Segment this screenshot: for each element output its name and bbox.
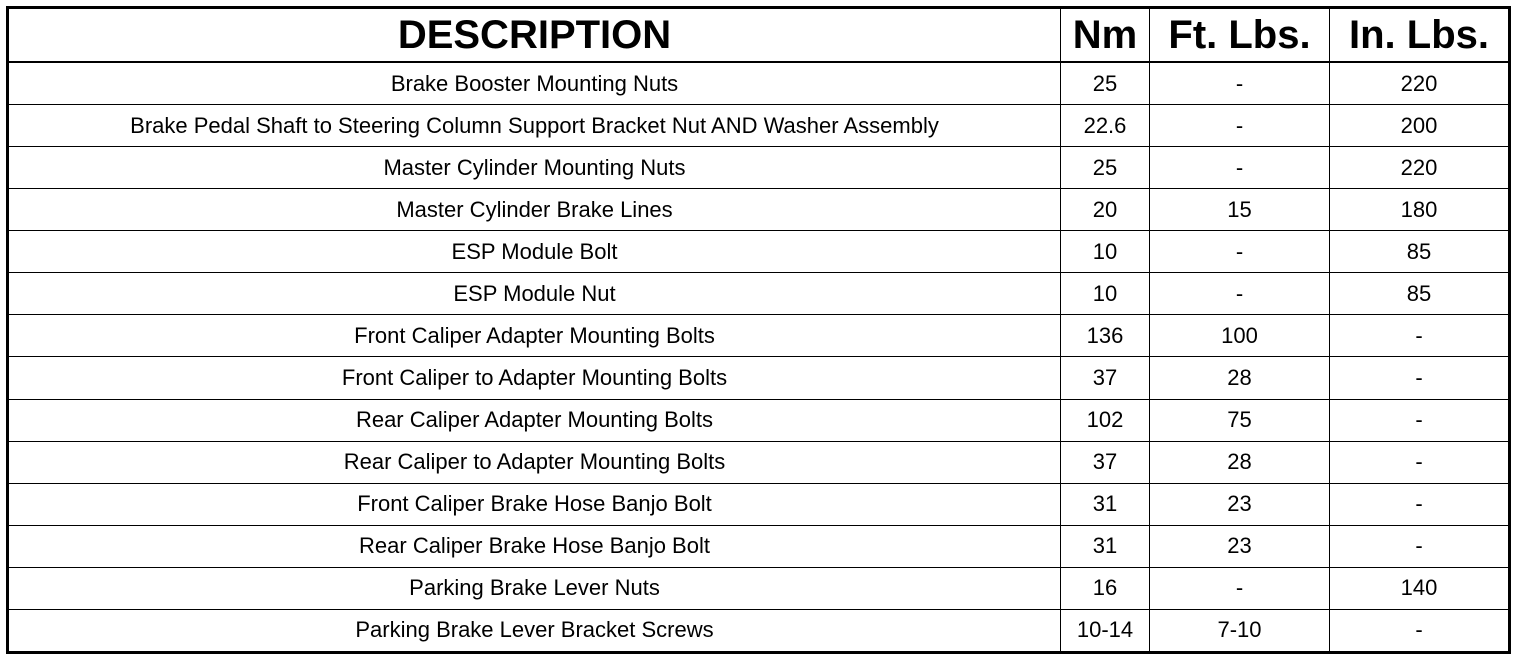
table-row [8,231,1510,273]
cell-ft-lbs: 15 [1150,189,1330,231]
cell-nm: 25 [1061,62,1150,105]
table-row [8,273,1510,315]
cell-description: Brake Pedal Shaft to Steering Column Support Bracket Nut AND Washer Assembly [8,105,1061,147]
table-row [8,189,1510,231]
cell-in-lbs: 140 [1330,567,1510,609]
cell-description: Front Caliper Adapter Mounting Bolts [8,315,1061,357]
cell-in-lbs: 220 [1330,147,1510,189]
cell-description: Front Caliper to Adapter Mounting Bolts [8,357,1061,399]
table-row [8,525,1510,567]
cell-nm: 31 [1061,483,1150,525]
cell-description: Rear Caliper to Adapter Mounting Bolts [8,441,1061,483]
cell-in-lbs: - [1330,315,1510,357]
cell-nm: 37 [1061,441,1150,483]
cell-ft-lbs: - [1150,105,1330,147]
torque-specifications-table [6,6,1511,654]
cell-nm: 10 [1061,231,1150,273]
table-row [8,441,1510,483]
cell-ft-lbs: - [1150,273,1330,315]
cell-description: Front Caliper Brake Hose Banjo Bolt [8,483,1061,525]
cell-description: ESP Module Bolt [8,231,1061,273]
cell-nm: 25 [1061,147,1150,189]
cell-in-lbs: 85 [1330,231,1510,273]
cell-ft-lbs: 75 [1150,399,1330,441]
cell-description: Parking Brake Lever Bracket Screws [8,609,1061,652]
cell-nm: 37 [1061,357,1150,399]
cell-ft-lbs: 7-10 [1150,609,1330,652]
cell-description: Parking Brake Lever Nuts [8,567,1061,609]
cell-nm: 16 [1061,567,1150,609]
cell-description: Master Cylinder Mounting Nuts [8,147,1061,189]
cell-description: Rear Caliper Brake Hose Banjo Bolt [8,525,1061,567]
cell-in-lbs: 220 [1330,62,1510,105]
cell-in-lbs: - [1330,441,1510,483]
cell-description: Master Cylinder Brake Lines [8,189,1061,231]
cell-ft-lbs: 100 [1150,315,1330,357]
cell-in-lbs: - [1330,525,1510,567]
cell-ft-lbs: 23 [1150,483,1330,525]
cell-ft-lbs: 28 [1150,357,1330,399]
table-row [8,399,1510,441]
cell-in-lbs: - [1330,399,1510,441]
table-header-row [8,8,1510,63]
cell-in-lbs: - [1330,609,1510,652]
cell-ft-lbs: - [1150,231,1330,273]
cell-nm: 31 [1061,525,1150,567]
cell-in-lbs: - [1330,483,1510,525]
header-nm: Nm [1061,8,1150,63]
table-row [8,147,1510,189]
table-row [8,105,1510,147]
header-in-lbs: In. Lbs. [1330,8,1510,63]
table-row [8,609,1510,652]
cell-description: Brake Booster Mounting Nuts [8,62,1061,105]
table-row [8,62,1510,105]
cell-in-lbs: 85 [1330,273,1510,315]
table-body [8,62,1510,653]
table-row [8,315,1510,357]
cell-nm: 10-14 [1061,609,1150,652]
cell-nm: 136 [1061,315,1150,357]
cell-in-lbs: - [1330,357,1510,399]
cell-ft-lbs: - [1150,62,1330,105]
cell-nm: 20 [1061,189,1150,231]
cell-ft-lbs: 28 [1150,441,1330,483]
table-row [8,483,1510,525]
cell-in-lbs: 200 [1330,105,1510,147]
table-row [8,567,1510,609]
cell-ft-lbs: 23 [1150,525,1330,567]
cell-nm: 22.6 [1061,105,1150,147]
header-ft-lbs: Ft. Lbs. [1150,8,1330,63]
cell-description: ESP Module Nut [8,273,1061,315]
cell-in-lbs: 180 [1330,189,1510,231]
cell-nm: 102 [1061,399,1150,441]
cell-description: Rear Caliper Adapter Mounting Bolts [8,399,1061,441]
cell-nm: 10 [1061,273,1150,315]
cell-ft-lbs: - [1150,147,1330,189]
cell-ft-lbs: - [1150,567,1330,609]
header-description: DESCRIPTION [8,8,1061,63]
table-row [8,357,1510,399]
